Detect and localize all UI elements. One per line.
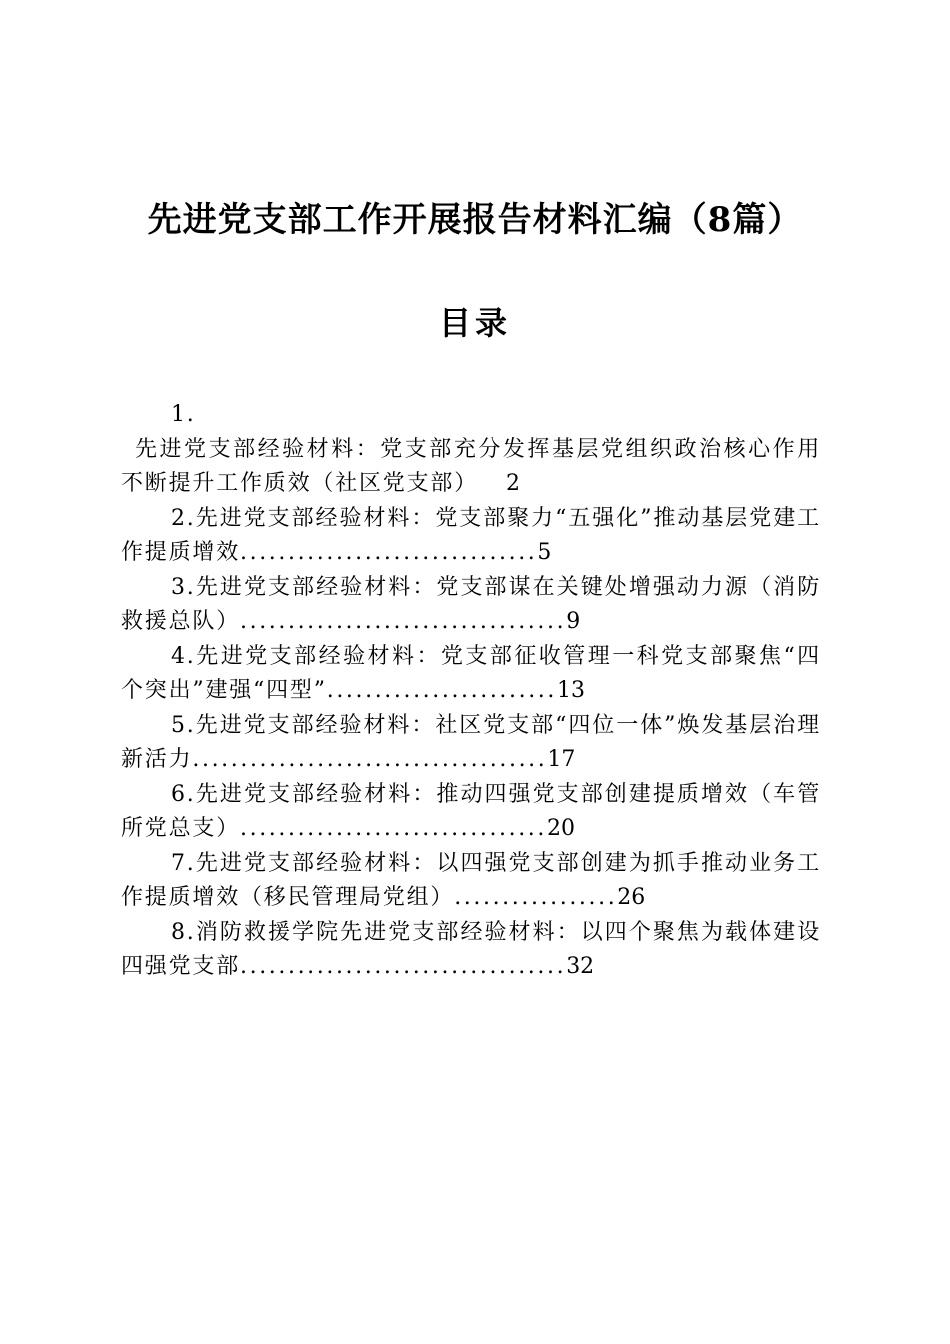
toc-entry-leader: ........................ <box>326 678 557 703</box>
toc-entry-number: 2. <box>171 505 196 531</box>
toc-entry-page: 2 <box>506 471 521 496</box>
document-title: 先进党支部工作开展报告材料汇编（8篇） <box>147 200 803 240</box>
toc-entry-number: 5. <box>171 712 196 738</box>
toc-entry-title: 先进党支部经验材料：党支部聚力“五强化”推动基层党建工作提质增效 <box>121 505 821 565</box>
toc-entry[interactable] <box>121 916 821 985</box>
toc-entry-title: 先进党支部经验材料：党支部充分发挥基层党组织政治核心作用不断提升工作质效（社区党支部） <box>121 436 821 496</box>
toc-entry-title: 先进党支部经验材料：党支部征收管理一科党支部聚焦“四个突出”建强“四型” <box>121 643 821 703</box>
toc-entry-leader: ................. <box>454 885 618 910</box>
toc-entry-number: 3. <box>171 574 196 600</box>
toc-entry-number: 6. <box>171 781 196 807</box>
toc-entry-title: 先进党支部经验材料：党支部谋在关键处增强动力源（消防救援总队） <box>121 574 821 634</box>
toc-entry-number: 8. <box>171 919 196 945</box>
toc-entry[interactable] <box>121 502 821 571</box>
toc-entry-leader: .................................. <box>240 609 567 634</box>
toc-entry[interactable] <box>121 640 821 709</box>
toc-heading: 目录 <box>438 304 511 342</box>
toc-entry-page: 13 <box>557 678 585 703</box>
toc-entry[interactable] <box>121 778 821 847</box>
toc-entry-page: 17 <box>547 747 576 772</box>
toc-entry-leader: ................................ <box>240 816 547 841</box>
toc-entry-page: 32 <box>566 954 595 979</box>
toc-entry-page: 20 <box>547 816 575 841</box>
toc-entry-leader: ..................................... <box>192 747 548 772</box>
toc-entry-page: 26 <box>617 885 646 910</box>
toc-entry[interactable] <box>121 847 821 916</box>
toc-entry-title: 先进党支部经验材料：以四强党支部创建为抓手推动业务工作提质增效（移民管理局党组） <box>121 850 821 910</box>
toc-entry-title: 先进党支部经验材料：社区党支部“四位一体”焕发基层治理新活力 <box>121 712 821 772</box>
toc-entry-leader: .................................. <box>240 954 567 979</box>
toc-entry[interactable] <box>121 398 821 502</box>
toc-entry-title: 先进党支部经验材料：推动四强党支部创建提质增效（车管所党总支） <box>121 781 821 841</box>
toc-entry-page: 9 <box>566 609 581 634</box>
toc-entry-page: 5 <box>537 540 552 565</box>
toc-entry-number: 7. <box>171 850 196 876</box>
toc-entry-number: 4. <box>171 643 196 669</box>
table-of-contents <box>121 398 821 985</box>
toc-entry-leader: ............................... <box>240 540 538 565</box>
toc-entry-title: 消防救援学院先进党支部经验材料：以四个聚焦为载体建设四强党支部 <box>121 919 821 979</box>
toc-entry[interactable] <box>121 709 821 778</box>
toc-entry-number: 1. <box>171 402 196 427</box>
toc-entry[interactable] <box>121 571 821 640</box>
